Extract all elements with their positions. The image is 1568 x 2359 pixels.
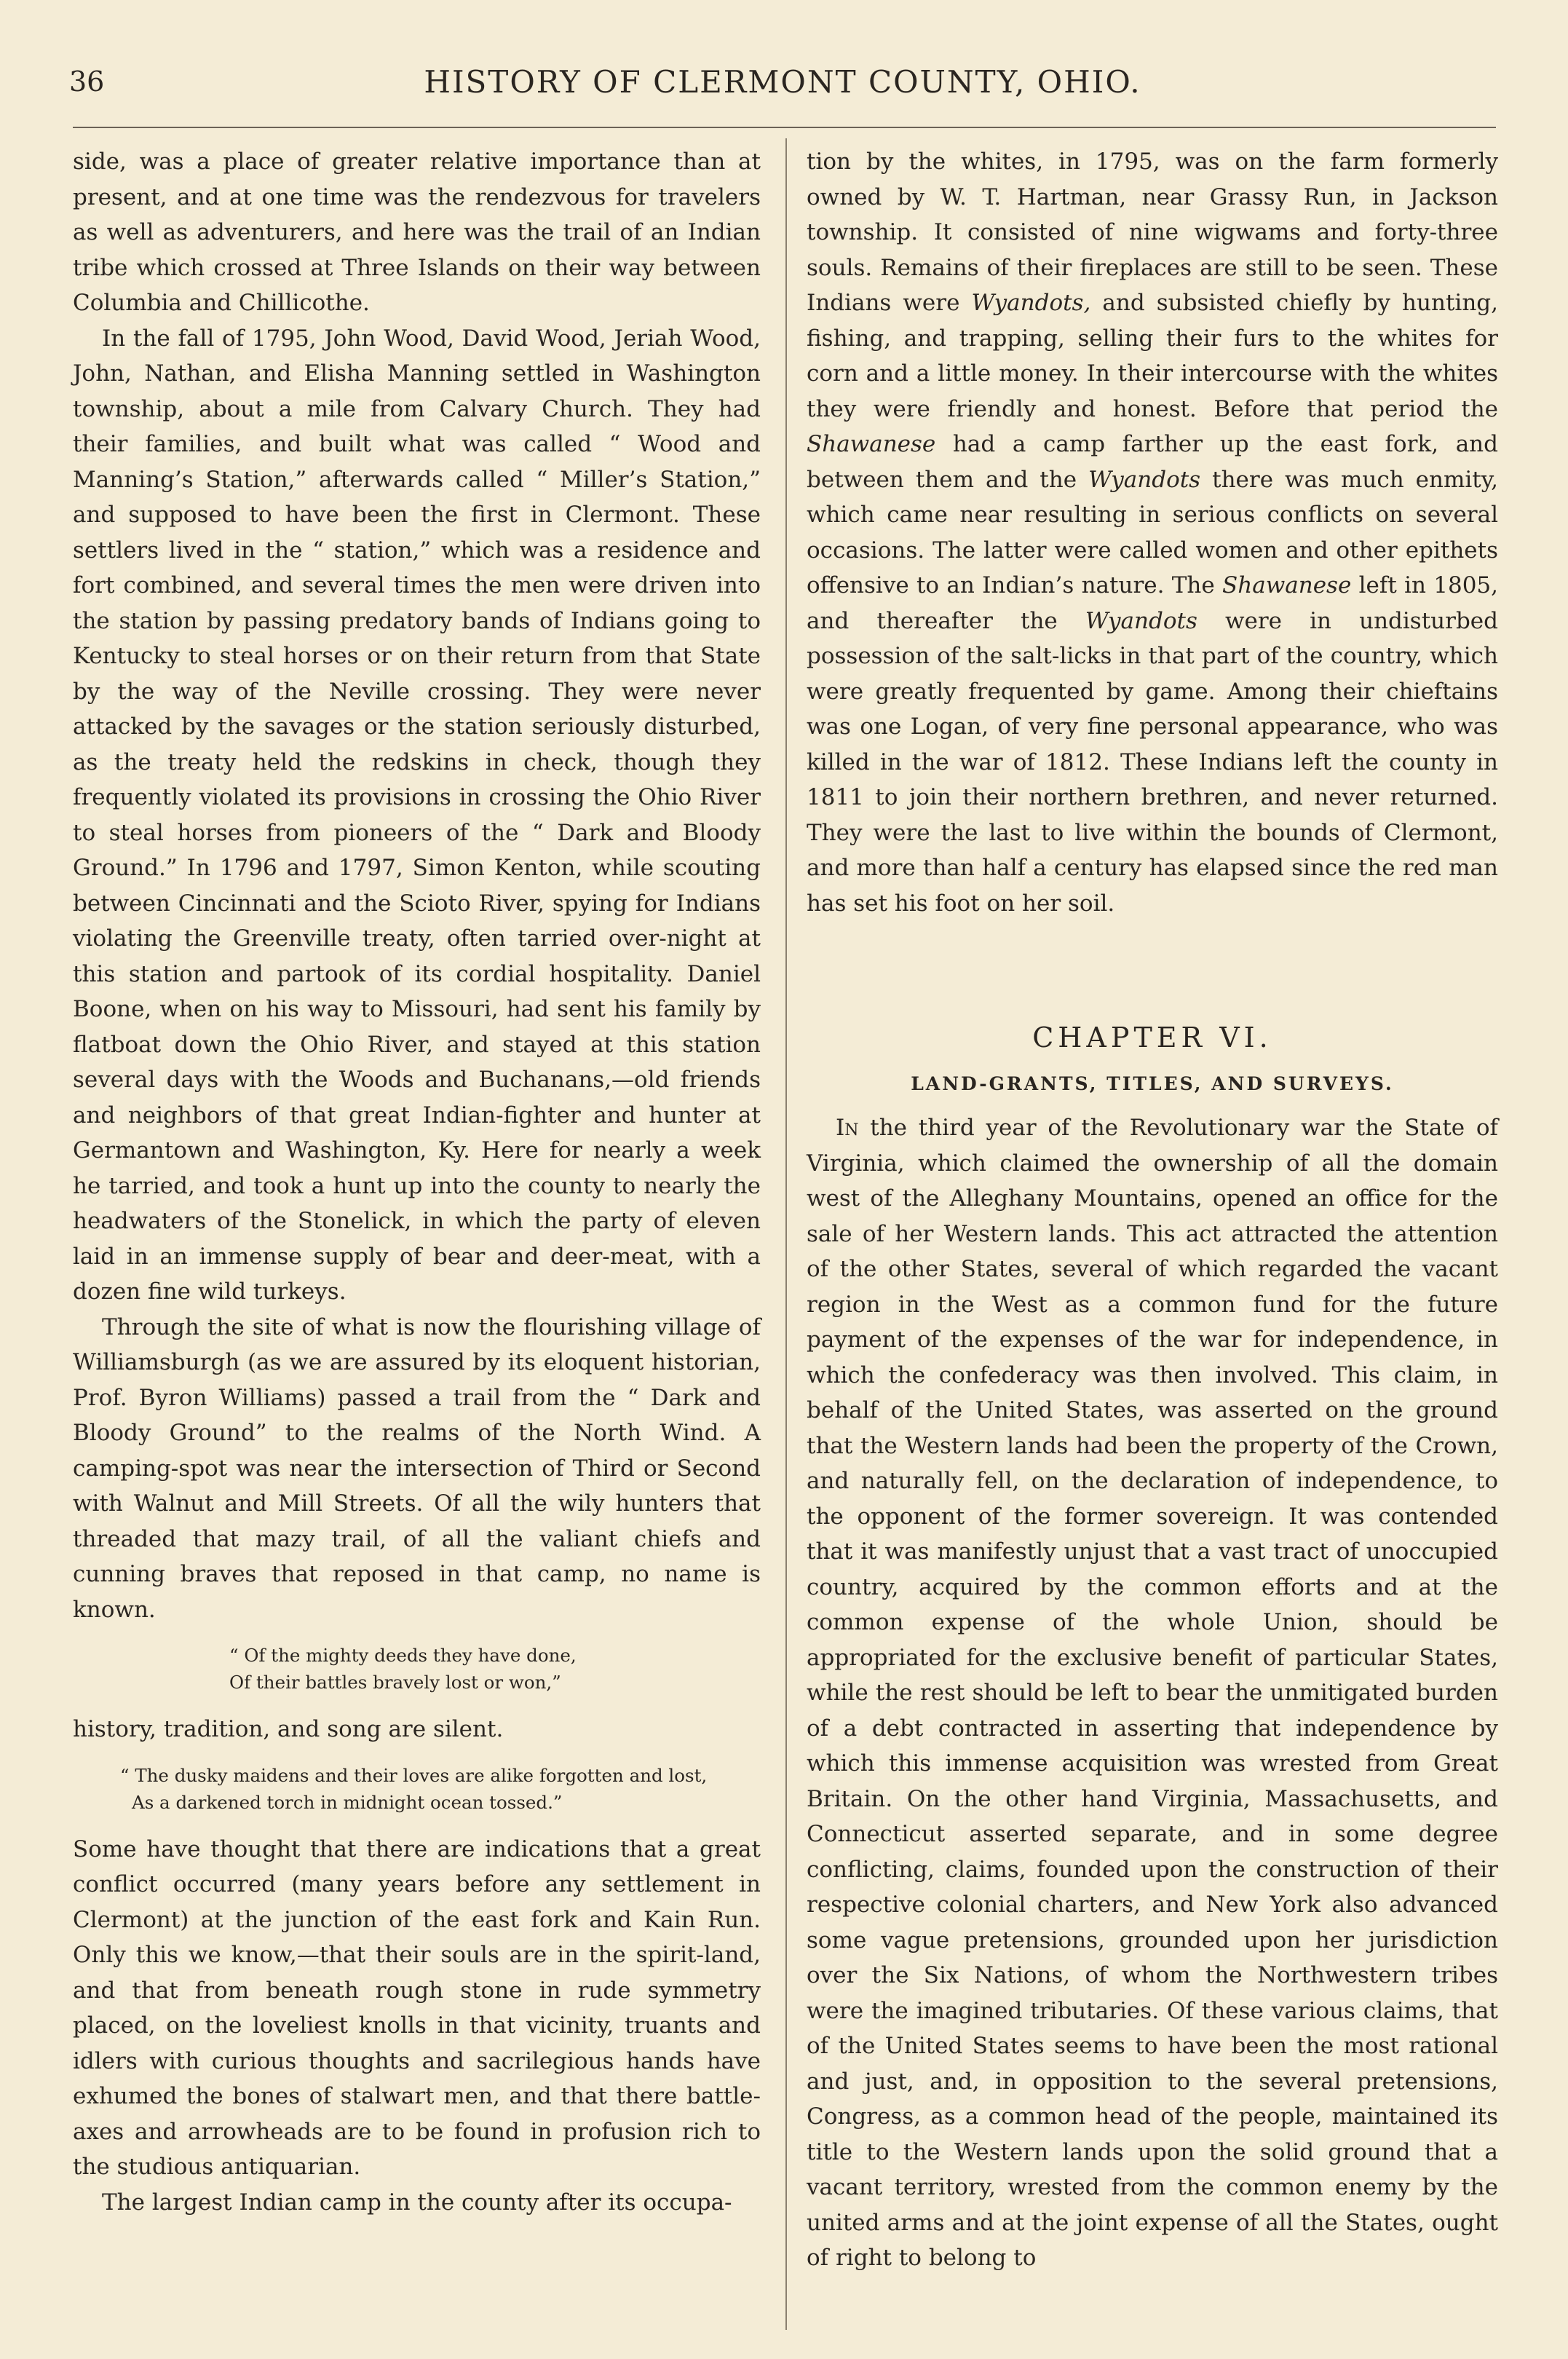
text-run: left in 1805, and thereafter the [807,572,1498,634]
paragraph: side, was a place of greater relative importance than at present, and at one time was the rendezvous for travelers as well as adventurers, and here was the trail of an Indian tribe which crossed at Three Islands on their way between Columbia and Chillicothe. [73,149,761,316]
left-column [73,144,761,2220]
column-divider [785,138,787,2330]
verse-line: As a darkened torch in midnight ocean tossed.” [132,1791,563,1813]
text-run: were in undisturbed possession of the salt-licks in that part of the country, which were greatly frequented by game. Among their chieftains was one Logan, of very fine personal appearance, who was killed in the war of 1812. These Indians left the county in 1811 to join their northern brethren, and never returned. They were the last to live within the bounds of Clermont, and more than half a century has elapsed since the red man has set his foot on her soil. [807,607,1498,917]
verse-line: “ The dusky maidens and their loves are alike forgotten and lost, [120,1764,708,1786]
paragraph: Through the site of what is now the flourishing village of Williamsburgh (as we are assured by its eloquent historian, Prof. Byron Williams) passed a trail from the “ Dark and Bloody Ground” to the realms of the North Wind. A camping-spot was near the intersection of Third or Second with Walnut and Mill Streets. Of all the wily hunters that threaded that mazy trail, of all the valiant chiefs and cunning braves that reposed in that camp, no name is known. [73,1313,761,1623]
text-run: and subsisted chiefly by hunting, fishing, and trapping, selling their furs to the whites for corn and a little money. In their intercourse with the whites they were friendly and honest. Before that period the [807,290,1498,422]
header-rule [73,127,1496,128]
lead-word: In [836,1115,859,1141]
text-run: the third year of the Revolutionary war the State of Virginia, which claimed the ownership of all the domain west of the Alleghany Mountains, opened an office for the sale of her Western lands. This act attracted the attention of the other States, several of which regarded the vacant region in the West as a common fund for the future payment of the expenses of the war for independence, in which the confederacy was then involved. This claim, in behalf of the United States, was asserted on the ground that the Western lands had been the property of the Crown, and naturally fell, on the declaration of independence, to the opponent of the former sovereign. It was contended that it was manifestly unjust that a vast tract of unoccupied country, acquired by the common efforts and at the common expense of the whole Union, should be appropriated for the exclusive benefit of particular States, while the rest should be left to bear the unmitigated burden of a debt contracted in asserting that independence by which this immense acquisition was wrested from Great Britain. On the other hand Virginia, Massachusetts, and Connecticut asserted separate, and in some degree conflicting, claims, founded upon the construction of their respective colonial charters, and New York also advanced some vague pretensions, grounded upon her jurisdiction over the Six Nations, of whom the Northwestern tribes were the imagined tributaries. Of these various claims, that of the United States seems to have been the most rational and just, and, in opposition to the several pretensions, Congress, as a common head of the people, maintained its title to the Western lands upon the solid ground that a vacant territory, wrested from the common enemy by the united arms and at the joint expense of all the States, ought of right to belong to [807,1115,1498,2271]
paragraph [807,144,1498,921]
page-title: HISTORY OF CLERMONT COUNTY, OHIO. [424,64,1141,100]
tribe-name: Shawanese [807,431,936,457]
paragraph: In the fall of 1795, John Wood, David Wood, Jeriah Wood, John, Nathan, and Elisha Manning settled in Washington township, about a mile from Calvary Church. They had their families, and built what was called “ Wood and Manning’s Station,” afterwards called “ Miller’s Station,” and supposed to have been the first in Clermont. These settlers lived in the “ station,” which was a residence and fort combined, and several times the men were driven into the station by passing predatory bands of Indians going to Kentucky to steal horses or on their return from that State by the way of the Neville crossing. They were never attacked by the savages or the station seriously disturbed, as the treaty held the redskins in check, though they frequently violated its provisions in crossing the Ohio River to steal horses from pioneers of the “ Dark and Bloody Ground.” In 1796 and 1797, Simon Kenton, while scouting between Cincinnati and the Scioto River, spying for Indians violating the Greenville treaty, often tarried over-night at this station and partook of its cordial hospitality. Daniel Boone, when on his way to Missouri, had sent his family by flatboat down the Ohio River, and stayed at this station several days with the Woods and Buchanans,—old friends and neighbors of that great Indian-fighter and hunter at Germantown and Washington, Ky. Here for nearly a week he tarried, and took a hunt up into the county to nearly the headwaters of the Stonelick, in which the party of eleven laid in an immense supply of bear and deer-meat, with a dozen fine wild turkeys. [73,325,761,1305]
verse-line: “ Of the mighty deeds they have done, [229,1645,577,1666]
text-run: tion by the whites, in 1795, was on the farm formerly owned by W. T. Hartman, near Grassy Run, in Jackson township. It consisted of nine wigwams and forty-three souls. Remains of their fireplaces are still to be seen. These Indians were [807,149,1498,316]
paragraph [807,1110,1498,2276]
text-run: there was much enmity, which came near resulting in serious conflicts on several occasions. The latter were called women and other epithets offensive to an Indian’s nature. The [807,466,1498,598]
paragraph: The largest Indian camp in the county after its occupa- [102,2189,732,2216]
paragraph: Some have thought that there are indications that a great conflict occurred (many years before any settlement in Clermont) at the junction of the east fork and Kain Run. Only this we know,—that their souls are in the spirit-land, and that from beneath rough stone in rude symmetry placed, on the loveliest knolls in that vicinity, truants and idlers with curious thoughts and sacrilegious hands have exhumed the bones of stalwart men, and that there battle-axes and arrowheads are to be found in profusion rich to the studious antiquarian. [73,1836,761,2180]
text-run: had a camp farther up the east fork, and between them and the [807,431,1498,493]
tribe-name: Wyandots, [971,290,1091,316]
tribe-name: Wyandots [1085,607,1197,634]
tribe-name: Wyandots [1088,466,1201,493]
verse-quote [73,1762,761,1816]
page-number: 36 [69,66,105,98]
running-header [69,60,1496,111]
chapter-subheading: LAND-GRANTS, TITLES, AND SURVEYS. [911,1073,1394,1094]
right-column [807,144,1498,2276]
verse-line: Of their battles bravely lost or won,” [229,1672,561,1693]
tribe-name: Shawanese [1222,572,1352,598]
paragraph: history, tradition, and song are silent. [73,1716,504,1742]
verse-quote [73,1642,761,1696]
chapter-heading: CHAPTER VI. [1032,1022,1272,1054]
